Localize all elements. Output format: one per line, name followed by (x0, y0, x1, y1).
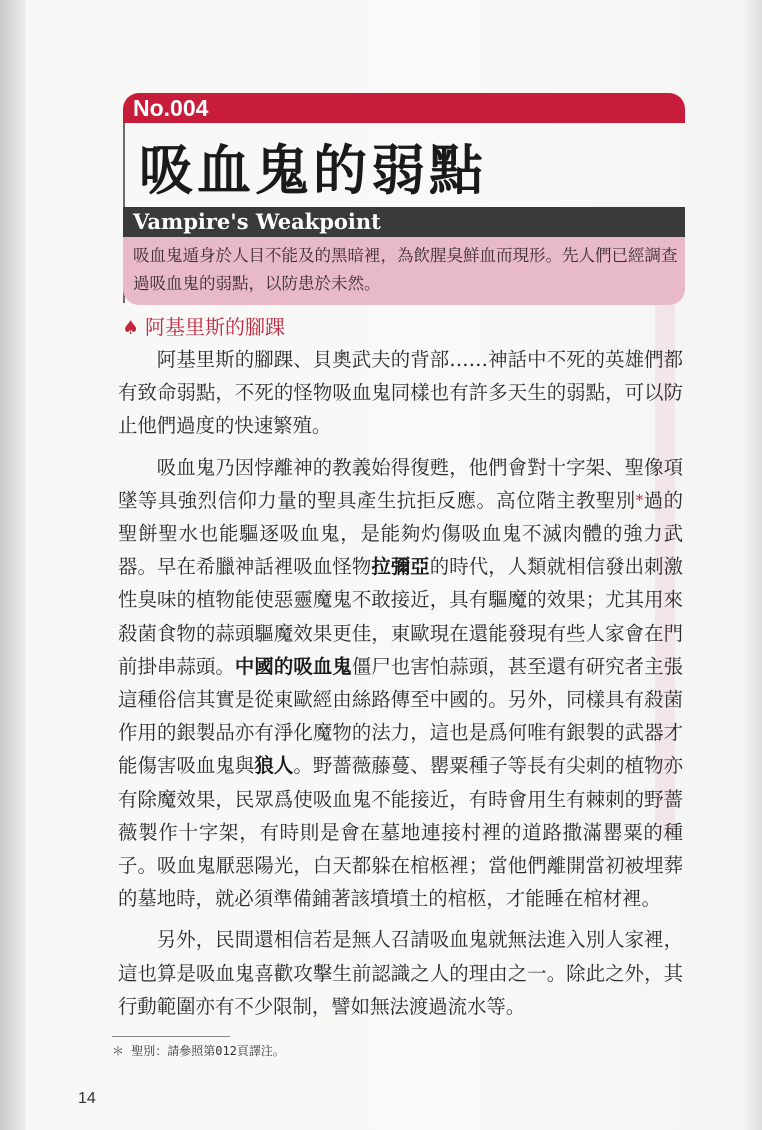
paragraph-2-part-d: 僵尸也害怕蒜頭，甚至還有研究者主張這種俗信其實是從東歐經由絲路傳至中國的。另外，同樣具有殺菌作用的銀製品亦有淨化魔物的法力，這也是爲何唯有銀製的武器才能傷害吸血鬼與 (118, 654, 684, 778)
entry-intro: 吸血鬼遁身於人目不能及的黑暗裡，為飲腥臭鮮血而現形。先人們已經調查過吸血鬼的弱點，以防患於未然。 (133, 246, 678, 293)
page-number: 14 (78, 1090, 96, 1107)
entry-number: No.004 (133, 95, 209, 121)
entry-number-bar (123, 93, 685, 123)
entry-title: 吸血鬼的弱點 (139, 139, 487, 202)
keyword-werewolf: 狼人 (254, 754, 294, 778)
paragraph-2-part-b: 過的聖餅聖水也能驅逐吸血鬼，是能夠灼傷吸血鬼不滅肉體的強力武器。早在希臘神話裡吸血怪物 (118, 488, 684, 579)
entry-intro-box (123, 237, 685, 305)
spade-icon: ♠ (122, 317, 140, 339)
paragraph-2-part-e: 。野薔薇藤蔓、罌粟種子等長有尖刺的植物亦有除魔效果，民眾爲使吸血鬼不能接近，有時會用生有棘刺的野薔薇製作十字架，有時則是會在墓地連接村裡的道路撒滿罌粟的種子。吸血鬼厭惡陽光，白天都躲在棺柩裡；當他們離開當初被埋葬的墓地時，就必須準備鋪著該墳墳土的棺柩，才能睡在棺材裡。 (118, 754, 684, 911)
paragraph-3: 另外，民間還相信若是無人召請吸血鬼就無法進入別人家裡，這也算是吸血鬼喜歡攻擊生前認識之人的理由之一。除此之外，其行動範圍亦有不少限制，譬如無法渡過流水等。 (118, 928, 683, 1018)
footnote-divider (112, 1036, 230, 1037)
footnote: ＊ 聖別：請參照第012頁譯注。 (112, 1044, 285, 1058)
page-edge (744, 0, 762, 1130)
entry-subtitle-bar (123, 207, 685, 237)
paragraph-1: 阿基里斯的腳踝、貝奧武夫的背部……神話中不死的英雄們都有致命弱點，不死的怪物吸血鬼同樣也有許多天生的弱點，可以防止他們過度的快速繁殖。 (118, 348, 683, 438)
paragraph-2-part-c: 的時代，人類就相信發出刺激性臭味的植物能使惡靈魔鬼不敢接近，具有驅魔的效果；尤其用來殺菌食物的蒜頭驅魔效果更佳，東歐現在還能發現有些人家會在門前掛串蒜頭。 (118, 555, 684, 678)
paragraph-2 (118, 451, 683, 916)
paragraph-2-part-a: 吸血鬼乃因悖離神的教義始得復甦，他們會對十字架、聖像項墜等具強烈信仰力量的聖具產生抗拒反應。高位階主教聖別 (118, 455, 683, 512)
entry-header (123, 93, 685, 305)
section-heading-text: 阿基里斯的腳踝 (145, 315, 286, 339)
entry-subtitle: Vampire's Weakpoint (133, 209, 381, 234)
page-spine-shadow (0, 0, 26, 1130)
body-text (118, 343, 683, 1023)
section-heading (122, 312, 285, 343)
keyword-chinese-vampire: 中國的吸血鬼 (234, 654, 352, 678)
keyword-lamia: 拉彌亞 (371, 555, 430, 579)
footnote-marker: * (635, 490, 644, 509)
